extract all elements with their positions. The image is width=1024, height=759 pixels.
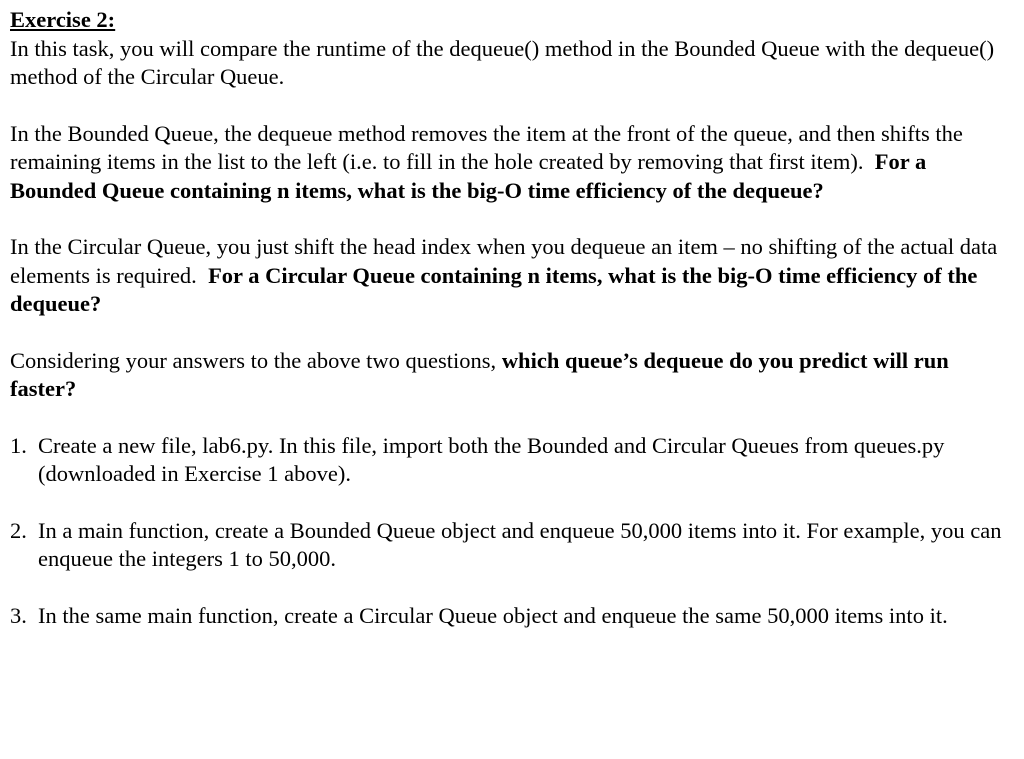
bounded-queue-question: For a Bounded Queue containing n items, what is the big-O time efficiency of the dequeue? bbox=[10, 149, 927, 203]
considering-question: which queue’s dequeue do you predict will run faster? bbox=[10, 347, 949, 401]
circular-queue-question: For a Circular Queue containing n items, what is the big-O time efficiency of the dequeue? bbox=[10, 262, 978, 316]
step-number: 2. bbox=[10, 517, 27, 543]
step-number: 3. bbox=[10, 602, 27, 628]
circular-queue-paragraph bbox=[10, 233, 1010, 319]
circular-queue-text: In the Circular Queue, you just shift the head index when you dequeue an item – no shifting of the actual data elements is required. bbox=[10, 234, 998, 288]
document-body bbox=[10, 6, 1010, 658]
list-item bbox=[10, 517, 1010, 574]
step-text: In a main function, create a Bounded Queue object and enqueue 50,000 items into it. For example, you can enqueue the integers 1 to 50,000. bbox=[38, 517, 1002, 571]
bounded-queue-text: In the Bounded Queue, the dequeue method removes the item at the front of the queue, and then shifts the remaining items in the list to the left (i.e. to fill in the hole created by removing that first item). bbox=[10, 120, 963, 174]
list-item bbox=[10, 602, 1010, 631]
intro-paragraph: In this task, you will compare the runtime of the dequeue() method in the Bounded Queue with the dequeue() method of the Circular Queue. bbox=[10, 35, 995, 89]
steps-list bbox=[10, 432, 1010, 631]
list-item bbox=[10, 432, 1010, 489]
considering-paragraph bbox=[10, 347, 1010, 404]
step-number: 1. bbox=[10, 432, 27, 458]
bounded-queue-paragraph bbox=[10, 120, 1010, 206]
step-text: Create a new file, lab6.py. In this file, import both the Bounded and Circular Queues from queues.py (downloaded in Exercise 1 above). bbox=[38, 432, 945, 486]
exercise-heading: Exercise 2: bbox=[10, 7, 116, 32]
step-text: In the same main function, create a Circular Queue object and enqueue the same 50,000 items into it. bbox=[38, 602, 948, 628]
considering-text: Considering your answers to the above two questions, bbox=[10, 347, 497, 373]
